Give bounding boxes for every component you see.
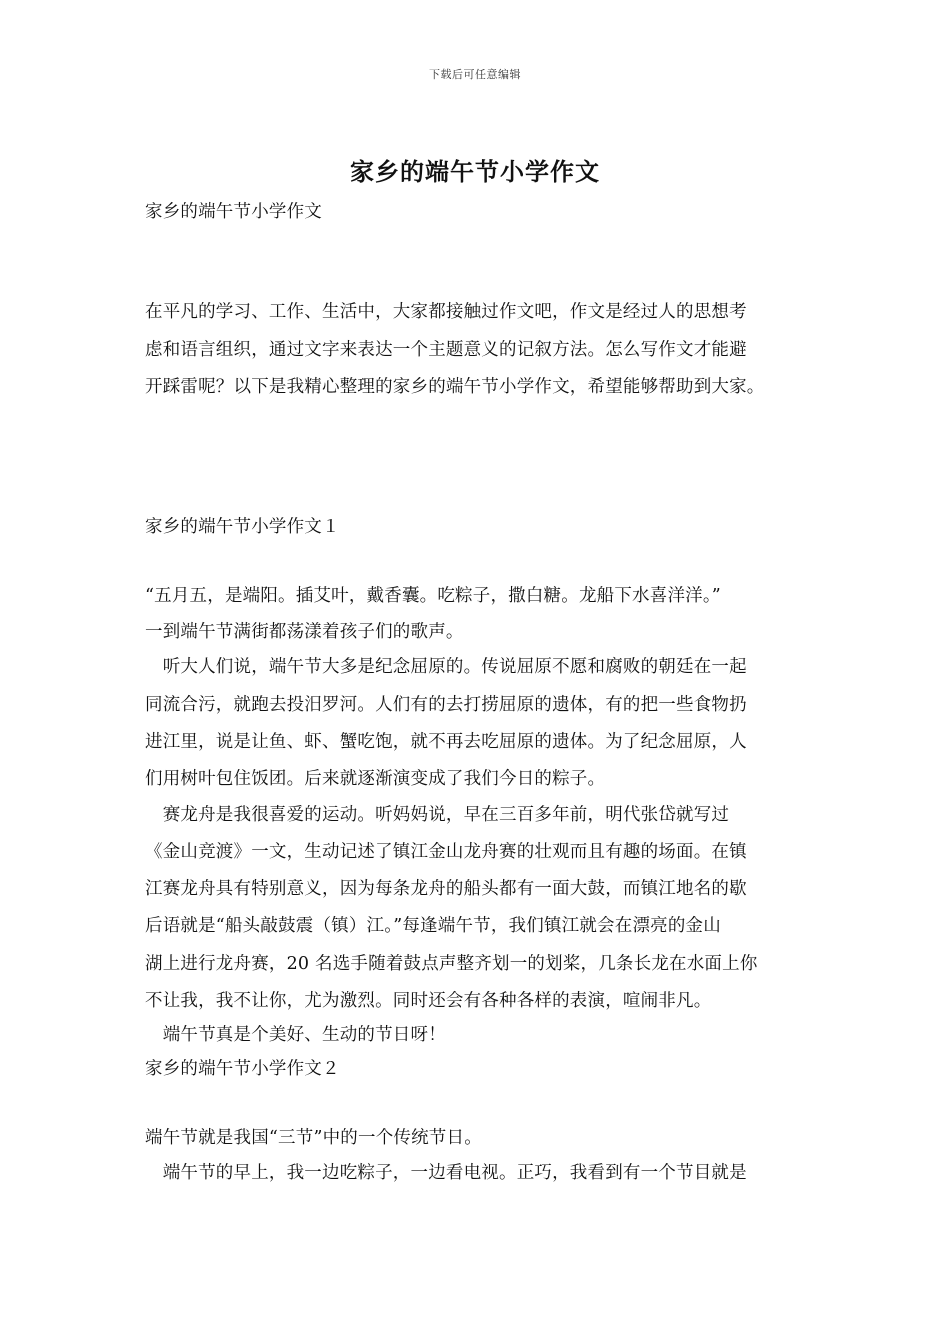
essay1-paragraph-line: 一到端午节满街都荡漾着孩子们的歌声。 [145,622,464,642]
essay1-paragraph-line: 赛龙舟是我很喜爱的运动。听妈妈说，早在三百多年前，明代张岱就写过 [145,805,730,825]
intro-line: 开踩雷呢？以下是我精心整理的家乡的端午节小学作文，希望能够帮助到大家。 [145,377,765,397]
essay1-paragraph-line: 后语就是“船头敲鼓震（镇）江。”每逢端午节，我们镇江就会在漂亮的金山 [145,916,721,936]
essay1-paragraph-line: 同流合污，就跑去投汨罗河。人们有的去打捞屈原的遗体，有的把一些食物扔 [145,695,747,715]
essay1-paragraph-line: 不让我，我不让你，尤为激烈。同时还会有各种各样的表演，喧闹非凡。 [145,991,712,1011]
essay2-heading: 家乡的端午节小学作文２ [145,1059,340,1079]
essay1-paragraph-line: “五月五，是端阳。插艾叶，戴香囊。吃粽子，撒白糖。龙船下水喜洋洋。” [145,586,721,606]
essay1-paragraph-line: 进江里，说是让鱼、虾、蟹吃饱，就不再去吃屈原的遗体。为了纪念屈原，人 [145,732,747,752]
essay1-heading: 家乡的端午节小学作文１ [145,517,340,537]
essay1-paragraph-line: 湖上进行龙舟赛，20 名选手随着鼓点声整齐划一的划桨，几条长龙在水面上你 [145,954,758,974]
intro-line: 在平凡的学习、工作、生活中，大家都接触过作文吧，作文是经过人的思想考 [145,302,747,322]
essay2-paragraph-line: 端午节的早上，我一边吃粽子，一边看电视。正巧，我看到有一个节目就是 [145,1163,747,1183]
essay2-paragraph-line: 端午节就是我国“三节”中的一个传统节日。 [145,1128,482,1148]
essay1-paragraph-line: 《金山竞渡》一文，生动记述了镇江金山龙舟赛的壮观而且有趣的场面。在镇 [145,842,747,862]
header-note: 下载后可任意编辑 [429,68,521,81]
essay1-paragraph-line: 们用树叶包住饭团。后来就逐渐演变成了我们今日的粽子。 [145,769,606,789]
essay1-paragraph-line: 江赛龙舟具有特别意义，因为每条龙舟的船头都有一面大鼓，而镇江地名的歇 [145,879,747,899]
essay1-paragraph-line: 听大人们说，端午节大多是纪念屈原的。传说屈原不愿和腐败的朝廷在一起 [145,657,747,677]
document-title: 家乡的端午节小学作文 [350,157,600,186]
essay1-paragraph-line: 端午节真是个美好、生动的节日呀！ [145,1025,446,1045]
intro-line: 虑和语言组织，通过文字来表达一个主题意义的记叙方法。怎么写作文才能避 [145,340,747,360]
document-subtitle: 家乡的端午节小学作文 [145,202,322,222]
